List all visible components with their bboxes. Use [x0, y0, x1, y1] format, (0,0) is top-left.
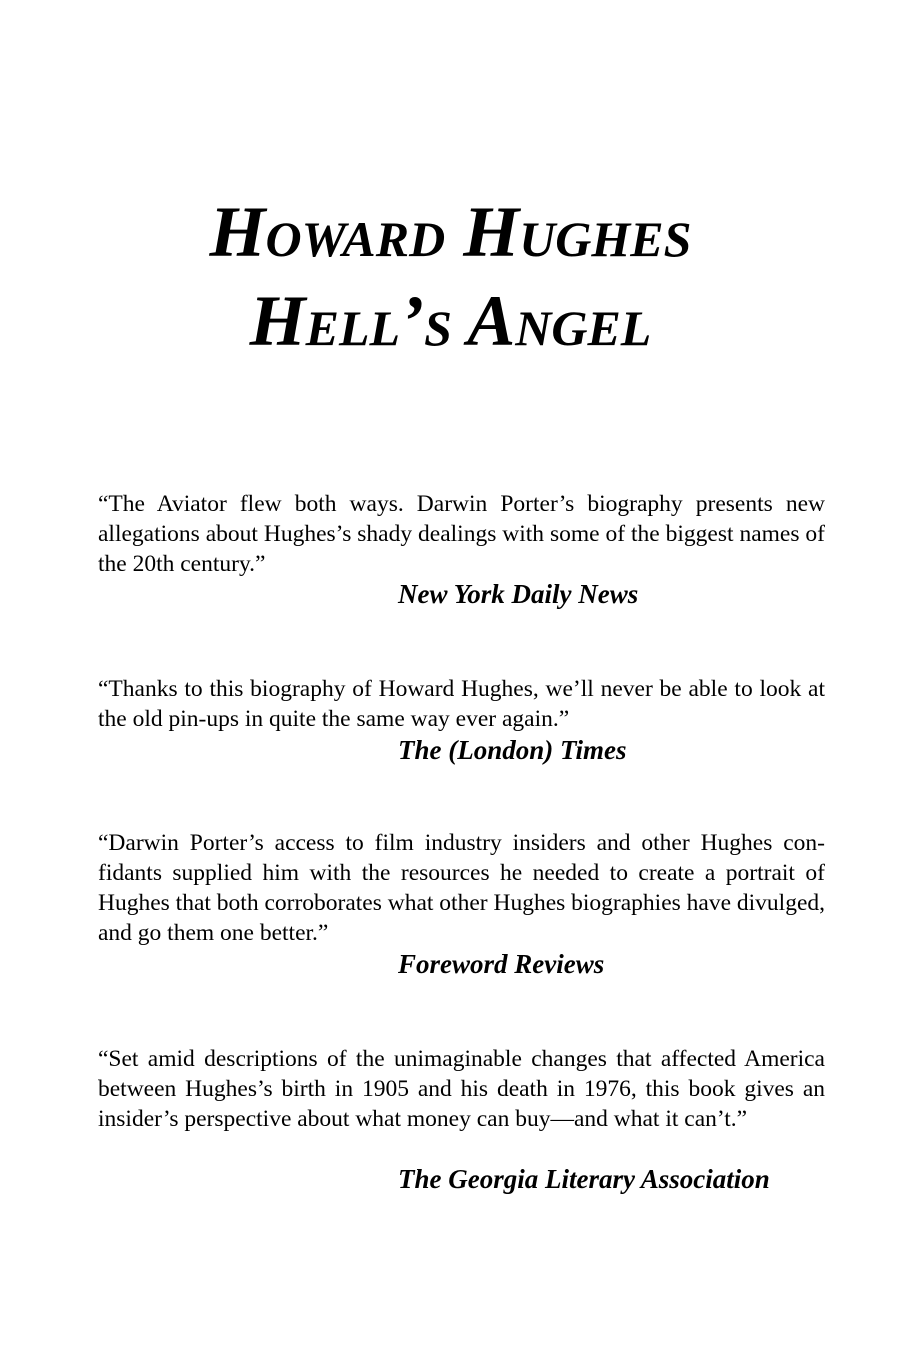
book-title-line-1: Howard Hughes [209, 192, 692, 272]
blurb-source-4: The Georgia Literary Association [398, 1164, 770, 1194]
blurb-quote-4: “Set amid descriptions of the unimaginable changes that affected America between Hughes’s birth in 1905 and his death in 1976, this book gives an insider’s perspective about what money can buy—and what it can’t.” [98, 1046, 825, 1132]
book-title-line-2: Hell’s Angel [249, 281, 652, 361]
blurb-quote-2: “Thanks to this biography of Howard Hughes, we’ll never be able to look at the old pin-ups in quite the same way ever again.” [98, 676, 825, 732]
blurb-source-3: Foreword Reviews [398, 949, 605, 979]
blurb-quote-1: “The Aviator flew both ways. Darwin Porter’s biography presents new allegations about Hughes’s shady dealings with some of the biggest names of the 20th century.” [98, 491, 825, 577]
blurb-source-1: New York Daily News [398, 579, 639, 609]
blurb-source-2: The (London) Times [398, 735, 627, 765]
blurb-quote-3: “Darwin Porter’s access to film industry insiders and other Hughes confidants supplied him with the resources he needed to create a portrait of Hughes that both corroborates what other Hughes biographies have divulged, and go them one better.” [98, 830, 826, 946]
